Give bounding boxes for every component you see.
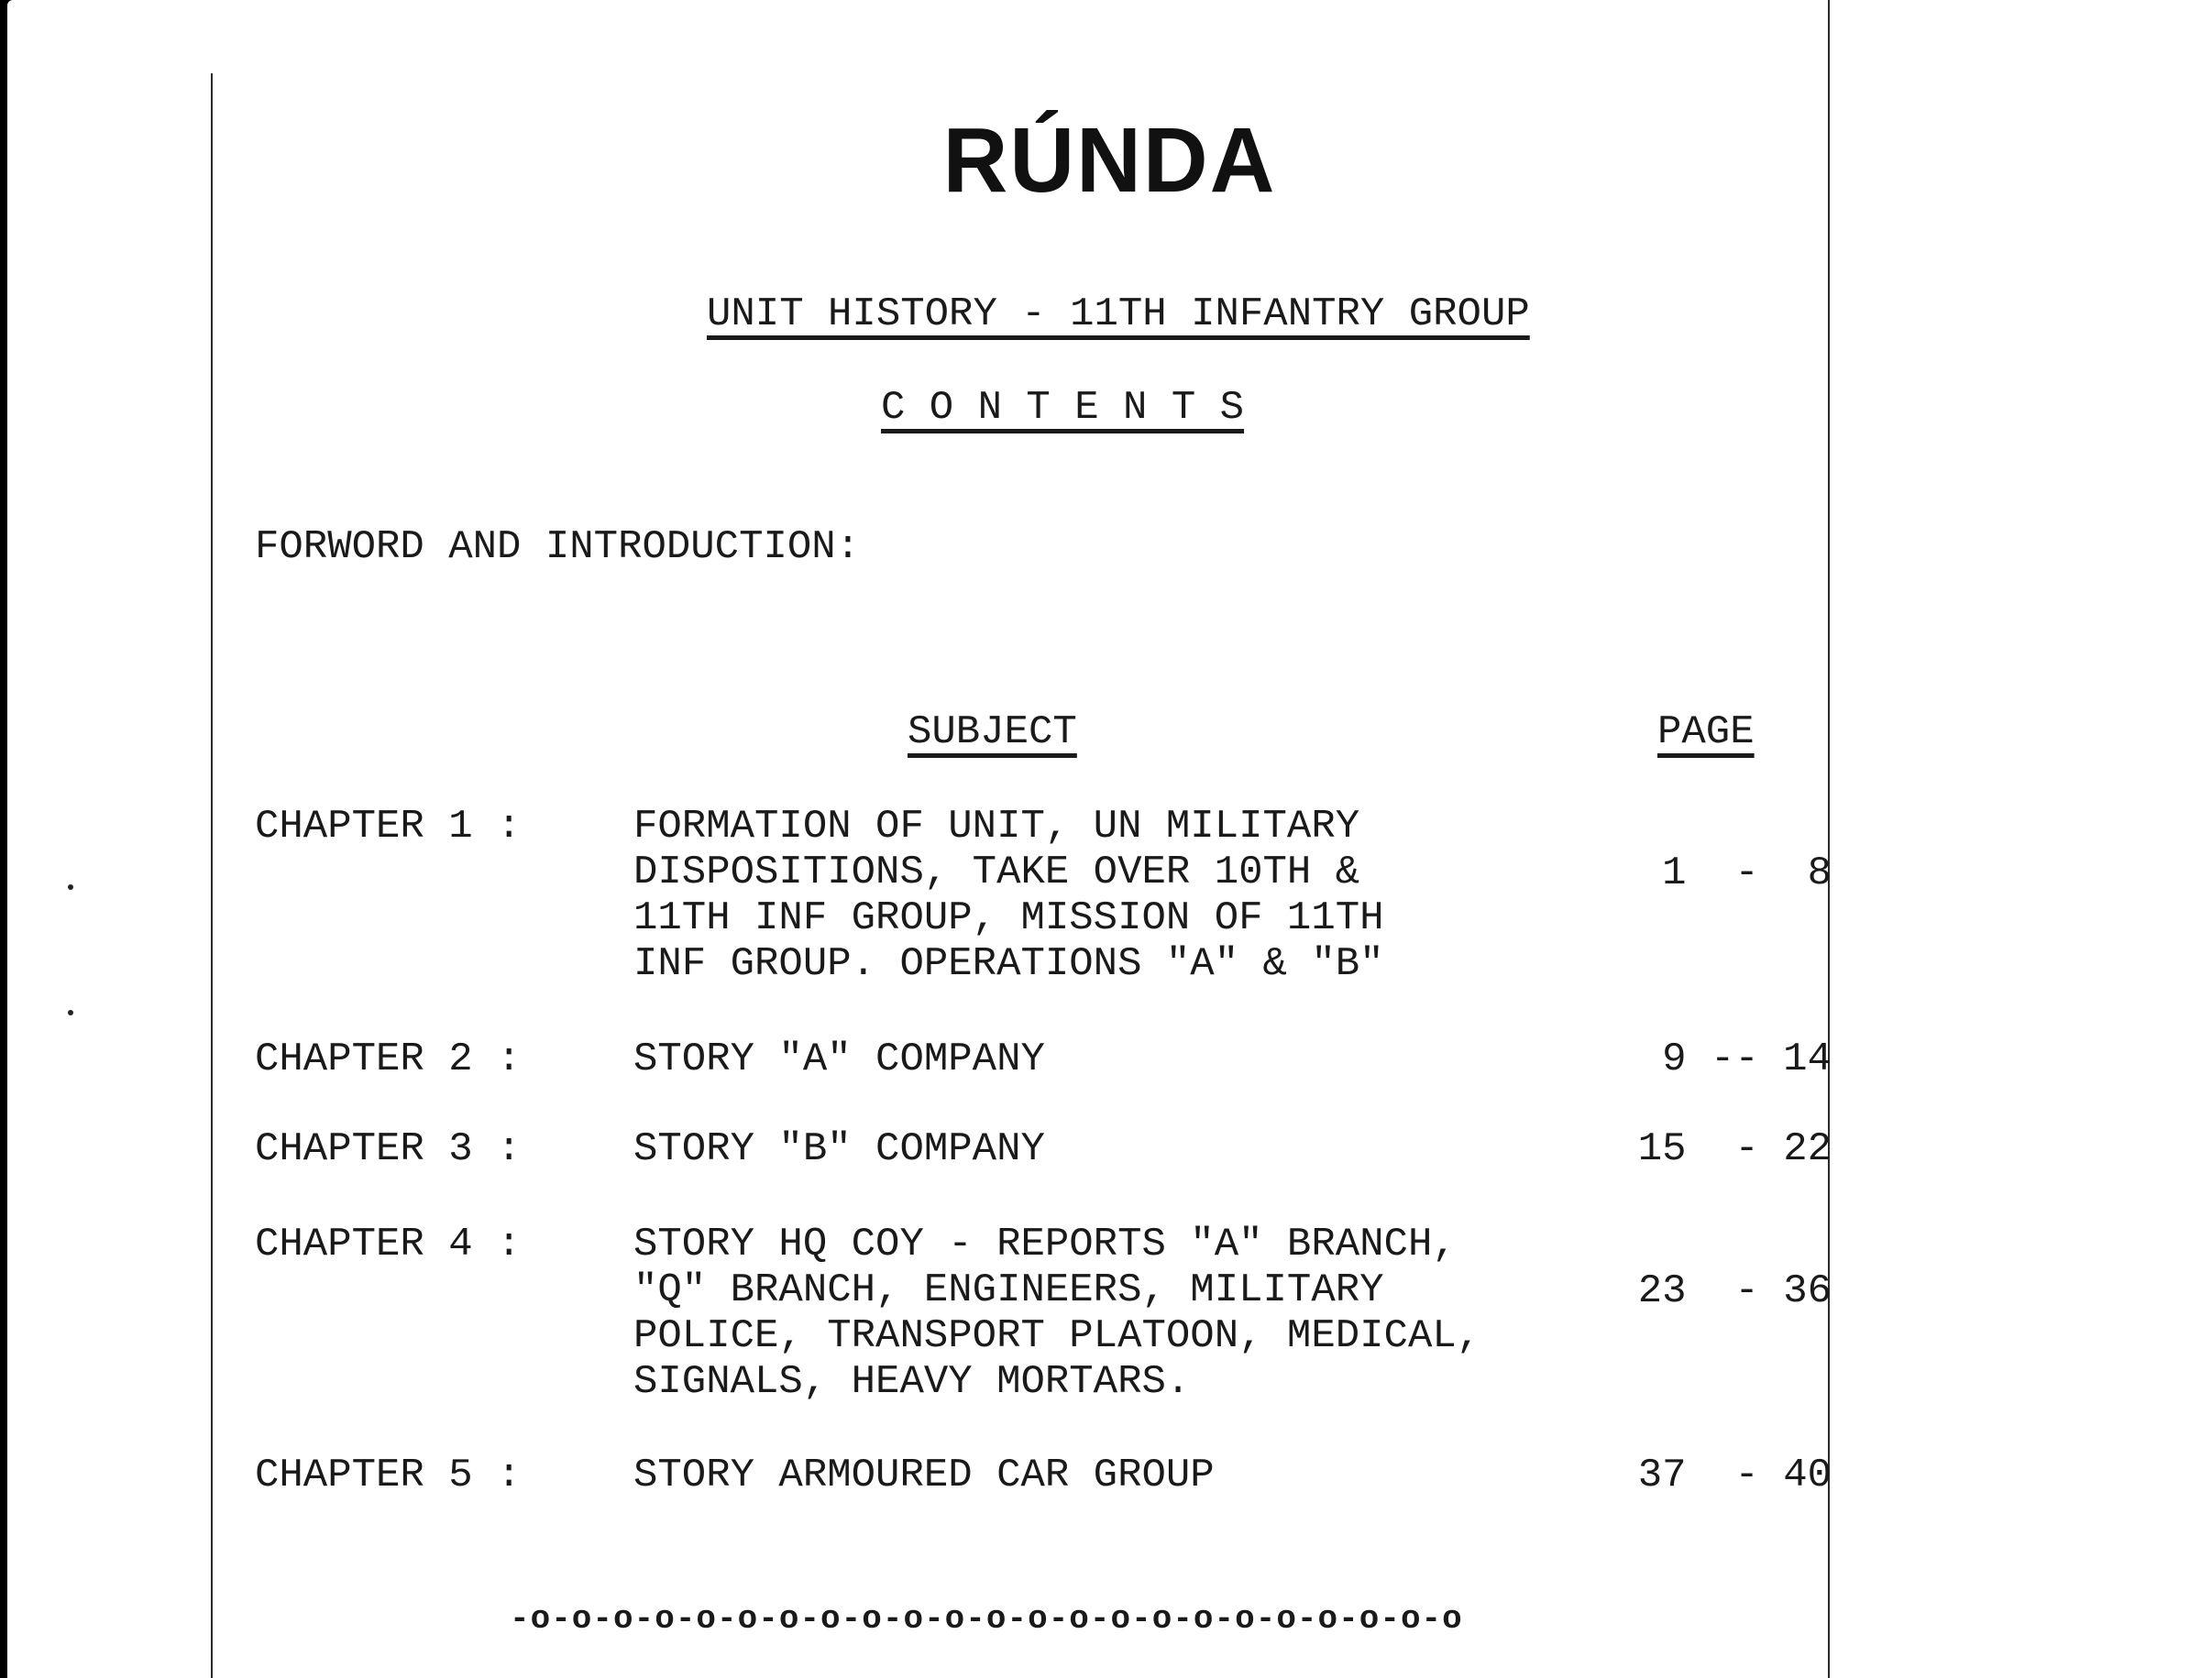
foreword-entry: FORWORD AND INTRODUCTION:: [255, 524, 861, 570]
chapter-label: CHAPTER 1 :: [255, 804, 522, 850]
contents-heading: C O N T E N T S: [881, 385, 1245, 431]
chapter-subject: STORY HQ COY - REPORTS "A" BRANCH, "Q" BRANCH, ENGINEERS, MILITARY POLICE, TRANSPORT PLATOON, MEDICAL, SIGNALS, HEAVY MORTARS.: [633, 1222, 1481, 1405]
chapter-label: CHAPTER 2 :: [255, 1036, 522, 1082]
left-margin-line: [211, 73, 213, 1678]
chapter-subject: STORY "B" COMPANY: [633, 1126, 1045, 1172]
document-subtitle: UNIT HISTORY - 11TH INFANTRY GROUP: [707, 291, 1530, 337]
chapter-label: CHAPTER 5 :: [255, 1453, 522, 1498]
chapter-pages: 9 -- 14: [1662, 1036, 1832, 1082]
hole-punch-mark: [68, 1010, 73, 1015]
chapter-pages: 15 - 22: [1637, 1126, 1832, 1172]
chapter-pages: 23 - 36: [1637, 1268, 1832, 1314]
document-logo-title: RÚNDA: [942, 109, 1277, 212]
chapter-subject: FORMATION OF UNIT, UN MILITARY DISPOSITIONS, TAKE OVER 10TH & 11TH INF GROUP, MISSION OF 11TH INF GROUP. OPERATIONS "A" & "B": [633, 804, 1384, 987]
chapter-pages: 1 - 8: [1662, 850, 1832, 896]
chapter-subject: STORY ARMOURED CAR GROUP: [633, 1453, 1215, 1498]
chapter-label: CHAPTER 4 :: [255, 1222, 522, 1267]
subject-column-header: SUBJECT: [908, 709, 1077, 755]
document-page: [7, 0, 2212, 1678]
chapter-subject: STORY "A" COMPANY: [633, 1036, 1045, 1082]
chapter-pages: 37 - 40: [1637, 1453, 1832, 1498]
right-margin-line: [1828, 0, 1830, 1678]
hole-punch-mark: [68, 884, 73, 890]
page-column-header: PAGE: [1657, 709, 1755, 755]
footer-ornament-rule: -o-o-o-o-o-o-o-o-o-o-o-o-o-o-o-o-o-o-o-o-o-o-o: [510, 1600, 1463, 1638]
chapter-label: CHAPTER 3 :: [255, 1126, 522, 1172]
